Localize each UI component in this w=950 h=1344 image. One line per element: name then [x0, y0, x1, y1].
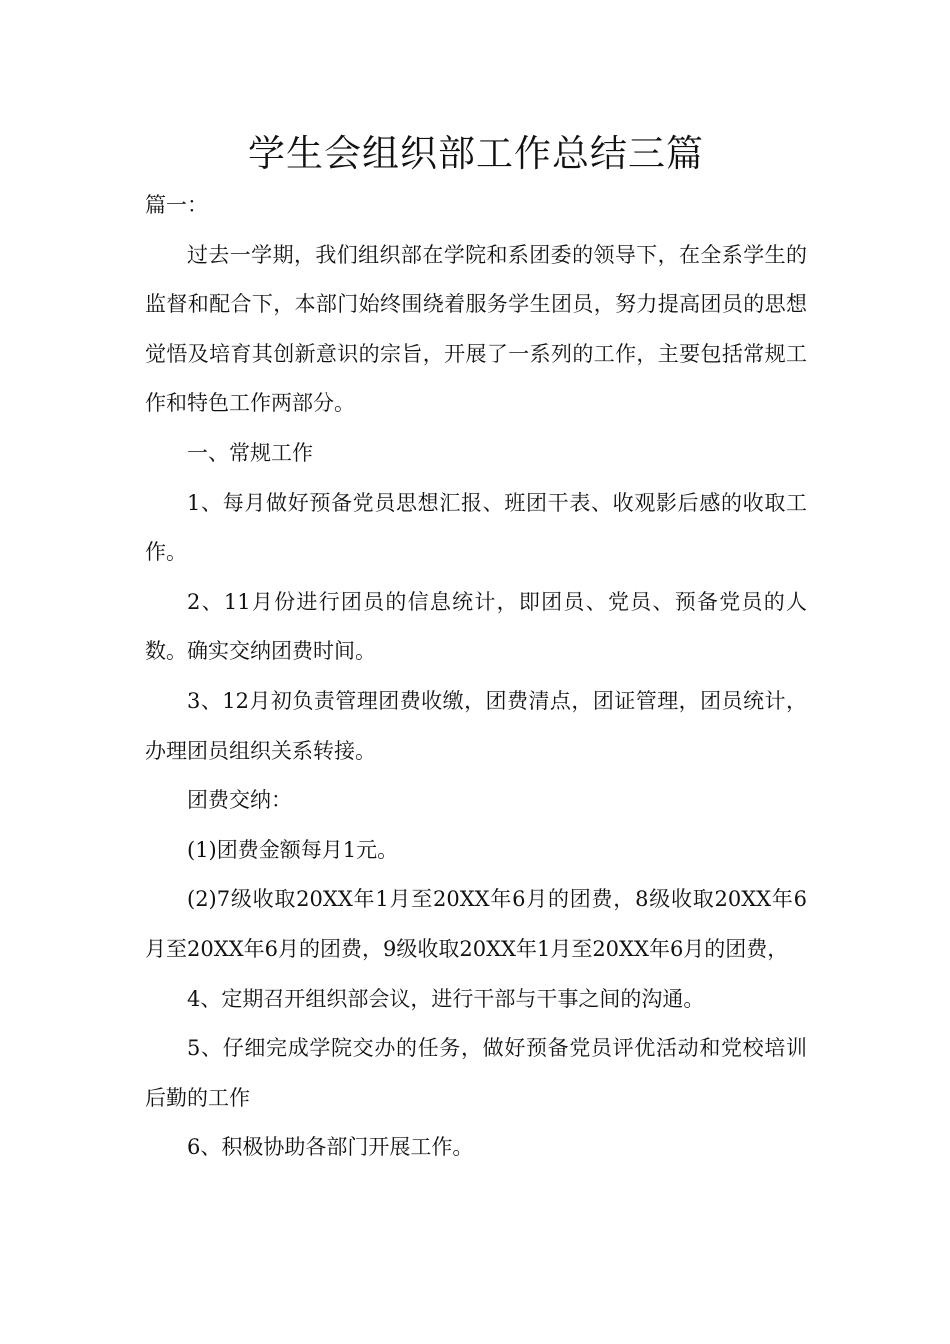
list-item: 6、积极协助各部门开展工作。 [187, 1135, 474, 1160]
list-item: 5、仔细完成学院交办的任务，做好预备党员评优活动和党校培训后勤的工作 [145, 1036, 807, 1110]
subheading: 团费交纳： [187, 788, 292, 813]
document-body [145, 181, 807, 1173]
document-title: 学生会组织部工作总结三篇 [248, 132, 704, 175]
list-item: 2、11月份进行团员的信息统计，即团员、党员、预备党员的人数。确实交纳团费时间。 [145, 589, 807, 664]
list-item: 4、定期召开组织部会议，进行干部与干事之间的沟通。 [187, 986, 705, 1011]
document-page [145, 0, 807, 1344]
section-heading: 一、常规工作 [187, 440, 313, 465]
section-label: 篇一： [145, 193, 208, 217]
list-item: (1)团费金额每月1元。 [187, 837, 399, 862]
list-item: 3、12月初负责管理团费收缴，团费清点，团证管理，团员统计，办理团员组织关系转接。 [145, 688, 807, 763]
list-item: (2)7级收取20XX年1月至20XX年6月的团费，8级收取20XX年6月至20XX年6月的团费，9级收取20XX年1月至20XX年6月的团费， [145, 887, 807, 961]
list-item: 1、每月做好预备党员思想汇报、班团干表、收观影后感的收取工作。 [145, 490, 807, 565]
intro-paragraph: 过去一学期，我们组织部在学院和系团委的领导下，在全系学生的监督和配合下，本部门始终围绕着服务学生团员，努力提高团员的思想觉悟及培育其创新意识的宗旨，开展了一系列的工作，主要包括常规工作和特色工作两部分。 [145, 242, 807, 416]
